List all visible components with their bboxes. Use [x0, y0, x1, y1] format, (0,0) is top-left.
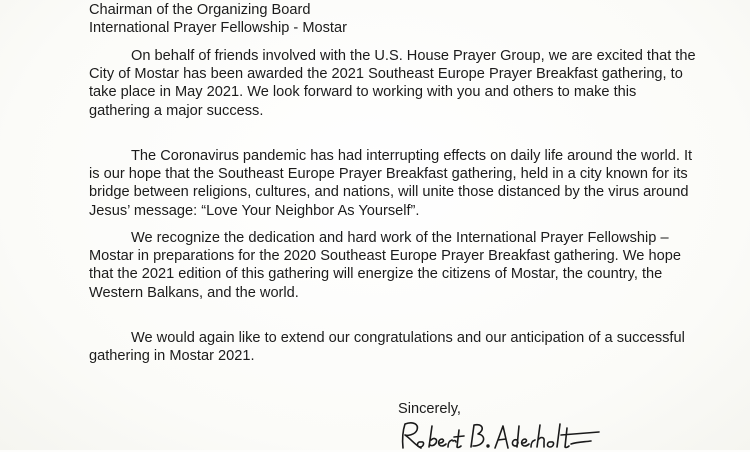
paragraph-line: take place in May 2021. We look forward to working with you and others to make this: [89, 84, 637, 101]
paragraph-line: We would again like to extend our congratulations and our anticipation of a successful: [131, 330, 685, 346]
paragraph-line: gathering in Mostar 2021.: [89, 348, 255, 365]
paragraph-4: [89, 329, 687, 365]
paragraph-line: Jesus’ message: “Love Your Neighbor As Yourself”.: [89, 202, 420, 219]
paragraph-line: gathering a major success.: [89, 102, 264, 119]
paragraph-line: Western Balkans, and the world.: [89, 284, 299, 301]
paragraph-3: [89, 229, 687, 302]
paragraph-line: bridge between religions, cultures, and nations, will unite those distanced by the virus around: [89, 184, 689, 201]
letter-header: [89, 1, 347, 37]
paragraph-line: The Coronavirus pandemic has had interrupting effects on daily life around the world. It: [131, 148, 693, 164]
recipient-organization: International Prayer Fellowship - Mostar: [89, 20, 347, 36]
paragraph-line: On behalf of friends involved with the U.S. House Prayer Group, we are excited that the: [131, 48, 696, 64]
recipient-title: Chairman of the Organizing Board: [89, 2, 311, 18]
paragraph-line: is our hope that the Southeast Europe Prayer Breakfast gathering, held in a city known for its: [89, 166, 688, 183]
paragraph-1: [89, 47, 696, 120]
paragraph-line: that the 2021 edition of this gathering will energize the citizens of Mostar, the country, the: [89, 266, 663, 283]
handwritten-signature: [395, 418, 625, 452]
closing-salutation: Sincerely,: [398, 401, 461, 417]
paragraph-line: City of Mostar has been awarded the 2021 Southeast Europe Prayer Breakfast gathering, to: [89, 66, 683, 83]
paragraph-2: [89, 147, 693, 220]
paragraph-line: Mostar in preparations for the 2020 Southeast Europe Prayer Breakfast gathering. We hope: [89, 248, 681, 265]
paragraph-line: We recognize the dedication and hard work of the International Prayer Fellowship –: [131, 230, 669, 246]
